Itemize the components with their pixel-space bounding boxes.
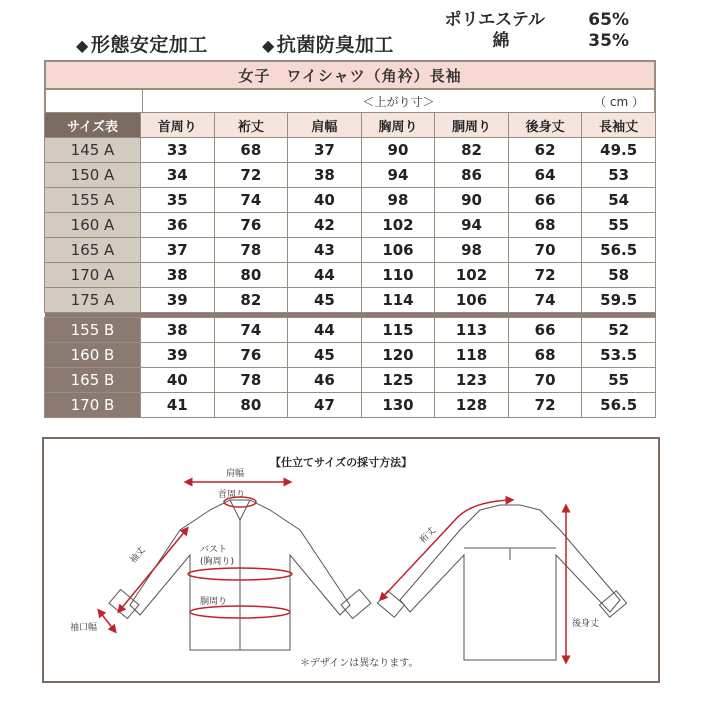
label-cuff: 袖口幅 bbox=[70, 623, 98, 633]
table-cell: 38 bbox=[288, 163, 362, 188]
table-cell: 78 bbox=[214, 368, 288, 393]
table-cell: 125 bbox=[361, 368, 435, 393]
size-label: 170 B bbox=[45, 393, 141, 418]
size-label: 155 B bbox=[45, 318, 141, 343]
label-shoulder: 肩幅 bbox=[226, 469, 245, 479]
table-cell: 40 bbox=[288, 188, 362, 213]
table-cell: 120 bbox=[361, 343, 435, 368]
diagram-title: 【仕立てサイズの採寸方法】 bbox=[270, 456, 413, 469]
col-header: 胸周り bbox=[361, 113, 435, 138]
table-cell: 43 bbox=[288, 238, 362, 263]
table-cell: 37 bbox=[141, 238, 215, 263]
table-cell: 70 bbox=[508, 368, 582, 393]
design-note: ＊デザインは異なります。 bbox=[300, 658, 419, 669]
table-cell: 102 bbox=[361, 213, 435, 238]
table-cell: 90 bbox=[361, 138, 435, 163]
table-cell: 72 bbox=[214, 163, 288, 188]
table-cell: 41 bbox=[141, 393, 215, 418]
table-subtitle: ＜上がり寸＞ bbox=[362, 95, 435, 109]
table-cell: 128 bbox=[435, 393, 509, 418]
size-label: 170 A bbox=[45, 263, 141, 288]
label-yuki: 裄丈 bbox=[418, 525, 438, 546]
table-cell: 70 bbox=[508, 238, 582, 263]
table-cell: 86 bbox=[435, 163, 509, 188]
material-row: ポリエステル 65% bbox=[444, 10, 629, 30]
table-cell: 106 bbox=[361, 238, 435, 263]
table-cell: 76 bbox=[214, 213, 288, 238]
table-cell: 54 bbox=[582, 188, 656, 213]
col-header: 肩幅 bbox=[288, 113, 362, 138]
table-unit: （ cm ） bbox=[594, 95, 644, 109]
table-cell: 80 bbox=[214, 393, 288, 418]
label-sleeve: 袖丈 bbox=[128, 545, 148, 566]
table-cell: 72 bbox=[508, 393, 582, 418]
table-cell: 37 bbox=[288, 138, 362, 163]
table-cell: 80 bbox=[214, 263, 288, 288]
table-cell: 34 bbox=[141, 163, 215, 188]
label-bust-sub: (胸周り) bbox=[200, 557, 235, 567]
table-cell: 72 bbox=[508, 263, 582, 288]
table-cell: 39 bbox=[141, 343, 215, 368]
table-cell: 68 bbox=[508, 343, 582, 368]
size-label: 150 A bbox=[45, 163, 141, 188]
table-cell: 55 bbox=[582, 213, 656, 238]
table-cell: 66 bbox=[508, 318, 582, 343]
size-label: 145 A bbox=[45, 138, 141, 163]
table-cell: 49.5 bbox=[582, 138, 656, 163]
table-cell: 39 bbox=[141, 288, 215, 313]
table-cell: 38 bbox=[141, 318, 215, 343]
table-cell: 90 bbox=[435, 188, 509, 213]
feature-antibacterial: ◆ 抗菌防臭加工 bbox=[262, 34, 394, 56]
table-cell: 55 bbox=[582, 368, 656, 393]
table-title: 女子 ワイシャツ（角衿）長袖 bbox=[44, 60, 656, 90]
label-back-length: 後身丈 bbox=[572, 619, 600, 629]
col-header: 胴周り bbox=[435, 113, 509, 138]
size-label: 160 A bbox=[45, 213, 141, 238]
col-header: 首周り bbox=[141, 113, 215, 138]
table-cell: 118 bbox=[435, 343, 509, 368]
table-cell: 53.5 bbox=[582, 343, 656, 368]
table-cell: 130 bbox=[361, 393, 435, 418]
feature-form-stable: ◆ 形態安定加工 bbox=[76, 34, 208, 56]
table-cell: 45 bbox=[288, 343, 362, 368]
table-cell: 52 bbox=[582, 318, 656, 343]
table-cell: 45 bbox=[288, 288, 362, 313]
table-cell: 44 bbox=[288, 318, 362, 343]
col-header: 後身丈 bbox=[508, 113, 582, 138]
label-neck: 首周り bbox=[218, 490, 246, 500]
table-cell: 35 bbox=[141, 188, 215, 213]
table-cell: 68 bbox=[508, 213, 582, 238]
table-cell: 94 bbox=[435, 213, 509, 238]
table-cell: 74 bbox=[214, 188, 288, 213]
table-cell: 44 bbox=[288, 263, 362, 288]
table-cell: 56.5 bbox=[582, 393, 656, 418]
table-cell: 115 bbox=[361, 318, 435, 343]
size-label: 175 A bbox=[45, 288, 141, 313]
size-label: 165 A bbox=[45, 238, 141, 263]
table-cell: 98 bbox=[435, 238, 509, 263]
table-cell: 46 bbox=[288, 368, 362, 393]
table-cell: 47 bbox=[288, 393, 362, 418]
size-label: 165 B bbox=[45, 368, 141, 393]
table-cell: 74 bbox=[214, 318, 288, 343]
table-cell: 62 bbox=[508, 138, 582, 163]
table-cell: 36 bbox=[141, 213, 215, 238]
table-cell: 64 bbox=[508, 163, 582, 188]
table-cell: 114 bbox=[361, 288, 435, 313]
table-cell: 76 bbox=[214, 343, 288, 368]
material-row: 綿 35% bbox=[492, 31, 629, 51]
table-cell: 106 bbox=[435, 288, 509, 313]
table-cell: 56.5 bbox=[582, 238, 656, 263]
table-cell: 110 bbox=[361, 263, 435, 288]
table-cell: 53 bbox=[582, 163, 656, 188]
table-cell: 123 bbox=[435, 368, 509, 393]
table-cell: 59.5 bbox=[582, 288, 656, 313]
back-measure-lines bbox=[382, 500, 566, 660]
table-cell: 82 bbox=[214, 288, 288, 313]
table-cell: 40 bbox=[141, 368, 215, 393]
label-bust: バスト bbox=[200, 545, 228, 555]
back-shirt-drawing bbox=[377, 505, 626, 660]
table-cell: 98 bbox=[361, 188, 435, 213]
table-cell: 38 bbox=[141, 263, 215, 288]
table-cell: 58 bbox=[582, 263, 656, 288]
col-header: 裄丈 bbox=[214, 113, 288, 138]
table-cell: 113 bbox=[435, 318, 509, 343]
table-cell: 33 bbox=[141, 138, 215, 163]
table-cell: 66 bbox=[508, 188, 582, 213]
table-cell: 102 bbox=[435, 263, 509, 288]
table-cell: 74 bbox=[508, 288, 582, 313]
table-cell: 78 bbox=[214, 238, 288, 263]
table-cell: 94 bbox=[361, 163, 435, 188]
table-cell: 82 bbox=[435, 138, 509, 163]
col-header: 長袖丈 bbox=[582, 113, 656, 138]
size-label: 160 B bbox=[45, 343, 141, 368]
table-cell: 42 bbox=[288, 213, 362, 238]
table-cell: 68 bbox=[214, 138, 288, 163]
size-label: 155 A bbox=[45, 188, 141, 213]
label-waist: 胴周り bbox=[200, 597, 228, 607]
size-header: サイズ表 bbox=[45, 113, 141, 138]
